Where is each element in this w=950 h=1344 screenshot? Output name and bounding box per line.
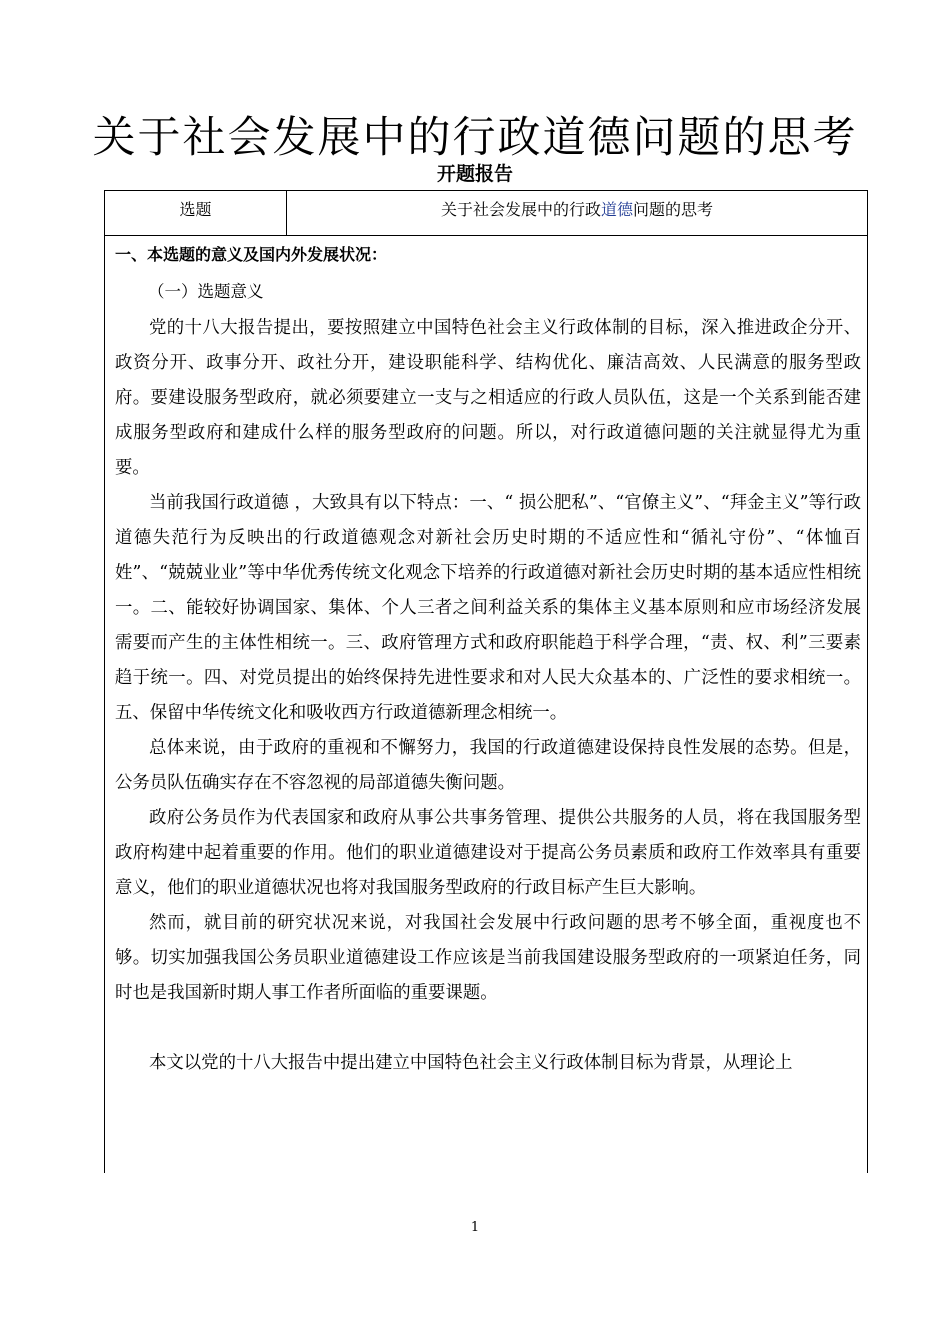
- section-heading: 一、本选题的意义及国内外发展状况：: [115, 245, 388, 264]
- document-subtitle: 开题报告: [436, 163, 513, 185]
- content-cell: [115, 237, 861, 1081]
- report-table: [104, 190, 868, 1173]
- sub-heading: （一）选题意义: [148, 282, 264, 301]
- topic-row: [105, 191, 867, 236]
- paragraph: 当前我国行政道德 ，大致具有以下特点：一、“ 损公肥私”、“官僚主义”、“拜金主义”等行政道德失范行为反映出的行政道德观念对新社会历史时期的不适应性和“循礼守份”、“体恤百姓”、“兢兢业业”等中华优秀传统文化观念下培养的行政道德对新社会历史时期的基本适应性相统一。二、能较好协调国家、集体、个人三者之间利益关系的集体主义基本原则和应市场经济发展需要而产生的主体性相统一。三、政府管理方式和政府职能趋于科学合理，“责、权、利”三要素趋于统一。四、对党员提出的始终保持先进性要求和对人民大众基本的、广泛性的要求相统一。五、保留中华传统文化和吸收西方行政道德新理念相统一。: [115, 493, 861, 723]
- paragraph: 政府公务员作为代表国家和政府从事公共事务管理、提供公共服务的人员，将在我国服务型政府构建中起着重要的作用。他们的职业道德建设对于提高公务员素质和政府工作效率具有重要意义，他们的职业道德状况也将对我国服务型政府的行政目标产生巨大影响。: [115, 808, 861, 898]
- document-title: 关于社会发展中的行政道德问题的思考: [92, 113, 858, 163]
- page-number: 1: [470, 1220, 480, 1235]
- paragraph-last: 本文以党的十八大报告中提出建立中国特色社会主义行政体制目标为背景，从理论上: [149, 1053, 793, 1073]
- paragraph: 然而，就目前的研究状况来说，对我国社会发展中行政问题的思考不够全面，重视度也不够。切实加强我国公务员职业道德建设工作应该是当前我国建设服务型政府的一项紧迫任务，同时也是我国新时期人事工作者所面临的重要课题。: [115, 913, 861, 1003]
- topic-value-prefix: 关于社会发展中的行政: [440, 200, 601, 219]
- topic-value-highlight: 道德: [600, 200, 633, 219]
- topic-value: [287, 191, 867, 235]
- paragraph: 总体来说，由于政府的重视和不懈努力，我国的行政道德建设保持良性发展的态势。但是，公务员队伍确实存在不容忽视的局部道德失衡问题。: [115, 738, 861, 793]
- topic-label: 选题: [105, 191, 287, 235]
- paragraph: 党的十八大报告提出，要按照建立中国特色社会主义行政体制的目标，深入推进政企分开、政资分开、政事分开、政社分开，建设职能科学、结构优化、廉洁高效、人民满意的服务型政府。要建设服务型政府，就必须要建立一支与之相适应的行政人员队伍，这是一个关系到能否建成服务型政府和建成什么样的服务型政府的问题。所以，对行政道德问题的关注就显得尤为重要。: [115, 318, 861, 478]
- topic-value-suffix: 问题的思考: [633, 200, 714, 219]
- blank-line: [115, 1011, 861, 1046]
